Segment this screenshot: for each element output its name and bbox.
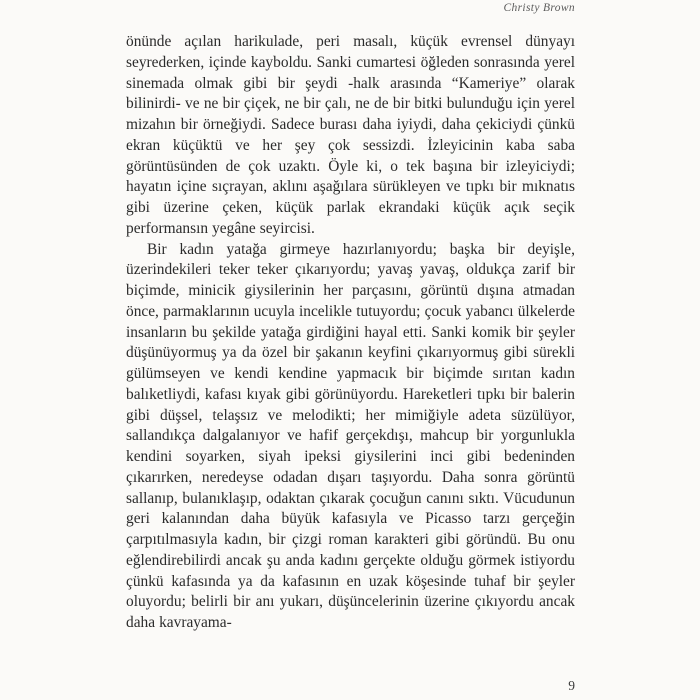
- body-text: [126, 32, 575, 634]
- paragraph: Bir kadın yatağa girmeye hazırlanıyordu; başka bir deyişle, üzerindekileri teker teker çıkarıyordu; yavaş yavaş, oldukça zarif bir biçimde, minicik giysilerinin her parçasını, görüntü dışına atmadan önce, parmaklarının ucuyla incelikle tutuyordu; çocuk yabancı ülkelerde insanların bu şekilde yatağa girdiğini hayal etti. Sanki komik bir şeyler düşünüyormuş ya da özel bir şakanın keyfini çıkarıyormuş gibi sürekli gülümseyen ve kendi kendine yapmacık bir biçimde sırıtan kadın balıketliydi, kafası kıyak gibi görünüyordu. Hareketleri tıpkı bir balerin gibi düşsel, telaşsız ve melodikti; her mimiğiyle adeta süzülüyor, sallandıkça dalgalanıyor ve hafif gerçekdışı, mahcup bir yorgunlukla kendini soyarken, siyah ipeksi giysilerini inci gibi bedeninden çıkarırken, neredeyse odadan dışarı taşıyordu. Daha sonra görüntü sallanıp, bulanıklaşıp, odaktan çıkarak çocuğun canını sıktı. Vücudunun geri kalanından daha büyük kafasıyla ve Picasso tarzı gerçeğin çarpıtılmasıyla kadın, bir çizgi roman karakteri gibi göründü. Bu onu eğlendirebilirdi ancak şu anda kadını gerçekte olduğu görmek istiyordu çünkü kafasında ya da kafasının en uzak köşesinde tuhaf bir şeyler oluyordu; belirli bir anı yukarı, düşüncelerinin üzerine çıkıyordu ancak daha kavrayama-: [126, 240, 575, 631]
- running-head: Christy Brown: [503, 2, 575, 14]
- paragraph: önünde açılan harikulade, peri masalı, küçük evrensel dünyayı seyrederken, içinde kayboldu. Sanki cumartesi öğleden sonrasında yerel sinemada olmak gibi bir şeydi -halk arasında “Kameriye” olarak bilinirdi- ve ne bir çiçek, ne bir çalı, ne de bir bitki bulunduğu için yerel mizahın bir örneğiydi. Sadece burası daha iyiydi, daha çekiciydi çünkü ekran küçüktü ve her şey çok sessizdi. İzleyicinin kaba saba görüntüsünden de çok uzaktı. Öyle ki, o tek başına bir izleyiciydi; hayatın içine sıçrayan, aklını aşağılara sürükleyen ve tıpkı bir mıknatıs gibi üzerine çeken, küçük parlak ekrandaki küçük açık seçik performansın yegâne seyircisi.: [126, 33, 575, 237]
- page-number: 9: [568, 678, 575, 693]
